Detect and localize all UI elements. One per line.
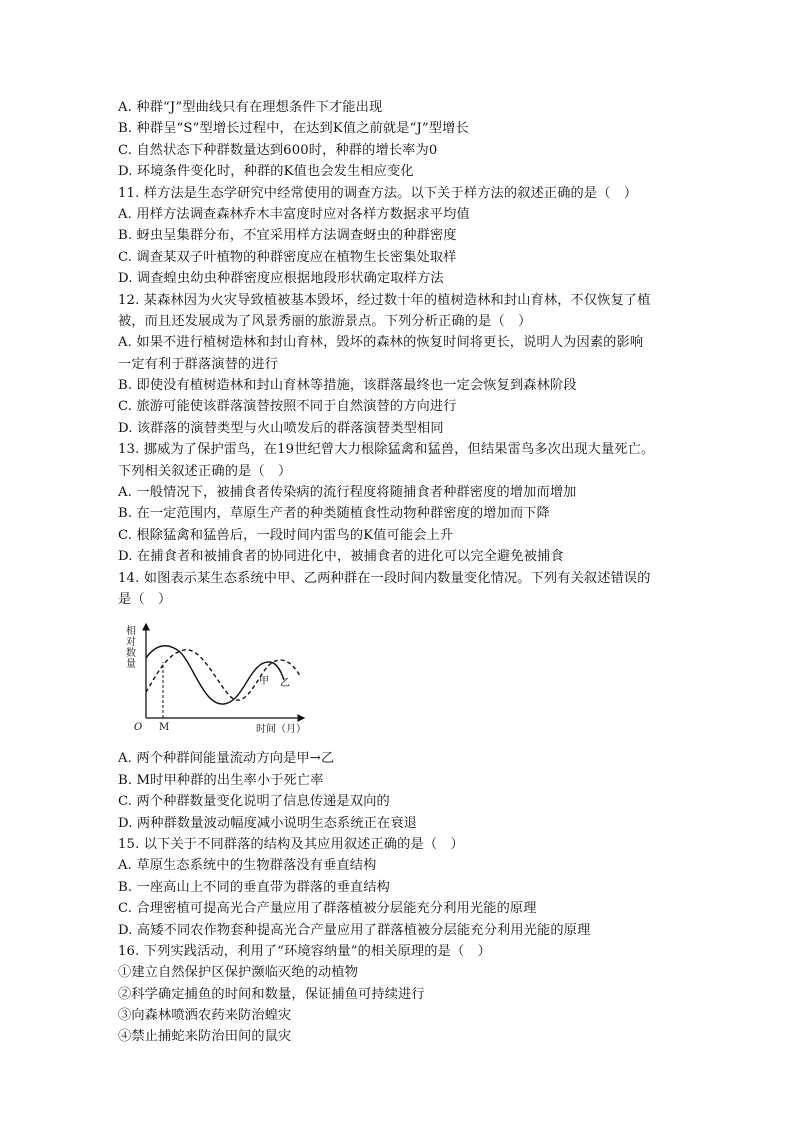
q10-option-d: D. 环境条件变化时，种群的K值也会发生相应变化 xyxy=(118,164,414,180)
q14-option-a: A. 两个种群间能量流动方向是甲→乙 xyxy=(118,751,335,767)
q10-option-a: A. 种群“J”型曲线只有在理想条件下才能出现 xyxy=(118,100,383,115)
yi-label: 乙 xyxy=(280,678,290,690)
q15-option-a: A. 草原生态系统中的生物群落没有垂直结构 xyxy=(118,858,377,874)
q13-option-d: D. 在捕食者和被捕食者的协同进化中，被捕食者的进化可以完全避免被捕食 xyxy=(118,549,564,565)
q10-option-c: C. 自然状态下种群数量达到600时，种群的增长率为0 xyxy=(118,142,438,158)
q15-stem: 15. 以下关于不同群落的结构及其应用叙述正确的是（ ） xyxy=(118,836,464,852)
origin-label: O xyxy=(134,722,143,734)
q16-item-3: ③向森林喷洒农药来防治蝗灾 xyxy=(118,1008,292,1024)
yi-curve xyxy=(146,650,300,700)
q14-option-d: D. 两种群数量波动幅度减小说明生态系统正在衰退 xyxy=(118,815,418,831)
q12-option-d: D. 该群落的演替类型与火山喷发后的群落演替类型相同 xyxy=(118,420,444,436)
q10-option-b: B. 种群呈“S”型增长过程中，在达到K值之前就是“J”型增长 xyxy=(118,121,469,137)
q13-stem-line-1: 13. 挪威为了保护雷鸟，在19世纪曾大力根除猛禽和猛兽，但结果雷鸟多次出现大量死亡。 xyxy=(118,442,655,458)
q14-stem-line-2: 是（ ） xyxy=(118,591,172,607)
q12-stem-line-1: 12. 某森林因为火灾导致植被基本毁坏，经过数十年的植树造林和封山育林，不仅恢复了植 xyxy=(118,292,651,308)
population-curve-figure xyxy=(118,616,308,744)
q16-stem: 16. 下列实践活动，利用了“环境容纳量”的相关原理的是（ ） xyxy=(118,943,491,959)
q14-option-b: B. M时甲种群的出生率小于死亡率 xyxy=(118,772,324,788)
q13-option-c: C. 根除猛禽和猛兽后，一段时间内雷鸟的K值可能会上升 xyxy=(118,527,454,543)
q12-option-a-cont: 一定有利于群落演替的进行 xyxy=(118,356,279,372)
q12-option-b: B. 即使没有植树造林和封山育林等措施，该群落最终也一定会恢复到森林阶段 xyxy=(118,378,577,394)
q14-option-c: C. 两个种群数量变化说明了信息传递是双向的 xyxy=(118,794,390,810)
q15-option-d: D. 高矮不同农作物套种提高光合产量应用了群落植被分层能充分利用光能的原理 xyxy=(118,922,591,938)
y-axis-label-char-4: 量 xyxy=(126,659,136,671)
q15-option-c: C. 合理密植可提高光合产量应用了群落植被分层能充分利用光能的原理 xyxy=(118,901,537,917)
q16-item-4: ④禁止捕蛇来防治田间的鼠灾 xyxy=(118,1029,292,1045)
jia-label: 甲 xyxy=(259,676,269,688)
q13-option-b: B. 在一定范围内，草原生产者的种类随植食性动物种群密度的增加而下降 xyxy=(118,506,550,522)
y-axis-label-char-1: 相 xyxy=(126,626,136,638)
q16-item-1: ①建立自然保护区保护濒临灭绝的动植物 xyxy=(118,965,359,981)
q11-option-d: D. 调查蝗虫幼虫种群密度应根据地段形状确定取样方法 xyxy=(118,271,444,287)
q11-option-a: A. 用样方法调查森林乔木丰富度时应对各样方数据求平均值 xyxy=(118,206,470,222)
q12-option-a: A. 如果不进行植树造林和封山育林，毁坏的森林的恢复时间将更长，说明人为因素的影响 xyxy=(118,335,644,351)
y-axis-label-char-3: 数 xyxy=(126,648,136,660)
q16-item-2: ②科学确定捕鱼的时间和数量，保证捕鱼可持续进行 xyxy=(118,986,425,1002)
q11-option-b: B. 蚜虫呈集群分布，不宜采用样方法调查蚜虫的种群密度 xyxy=(118,228,457,244)
exam-page xyxy=(118,97,698,1048)
q11-option-c: C. 调查某双子叶植物的种群密度应在植物生长密集处取样 xyxy=(118,249,457,265)
y-axis-label-char-2: 对 xyxy=(126,637,136,649)
q12-option-c: C. 旅游可能使该群落演替按照不同于自然演替的方向进行 xyxy=(118,399,457,415)
q11-stem: 11. 样方法是生态学研究中经常使用的调查方法。以下关于样方法的叙述正确的是（ ） xyxy=(118,185,638,201)
x-axis-label: 时间（月） xyxy=(256,724,306,736)
q14-stem-line-1: 14. 如图表示某生态系统中甲、乙两种群在一段时间内数量变化情况。下列有关叙述错误的 xyxy=(118,570,651,586)
q15-option-b: B. 一座高山上不同的垂直带为群落的垂直结构 xyxy=(118,879,390,895)
q12-stem-line-2: 被，而且还发展成为了风景秀丽的旅游景点。下列分析正确的是（ ） xyxy=(118,313,532,329)
m-label: M xyxy=(159,722,170,734)
q13-option-a: A. 一般情况下，被捕食者传染病的流行程度将随捕食者种群密度的增加而增加 xyxy=(118,485,577,501)
q13-stem-line-2: 下列相关叙述正确的是（ ） xyxy=(118,463,292,479)
